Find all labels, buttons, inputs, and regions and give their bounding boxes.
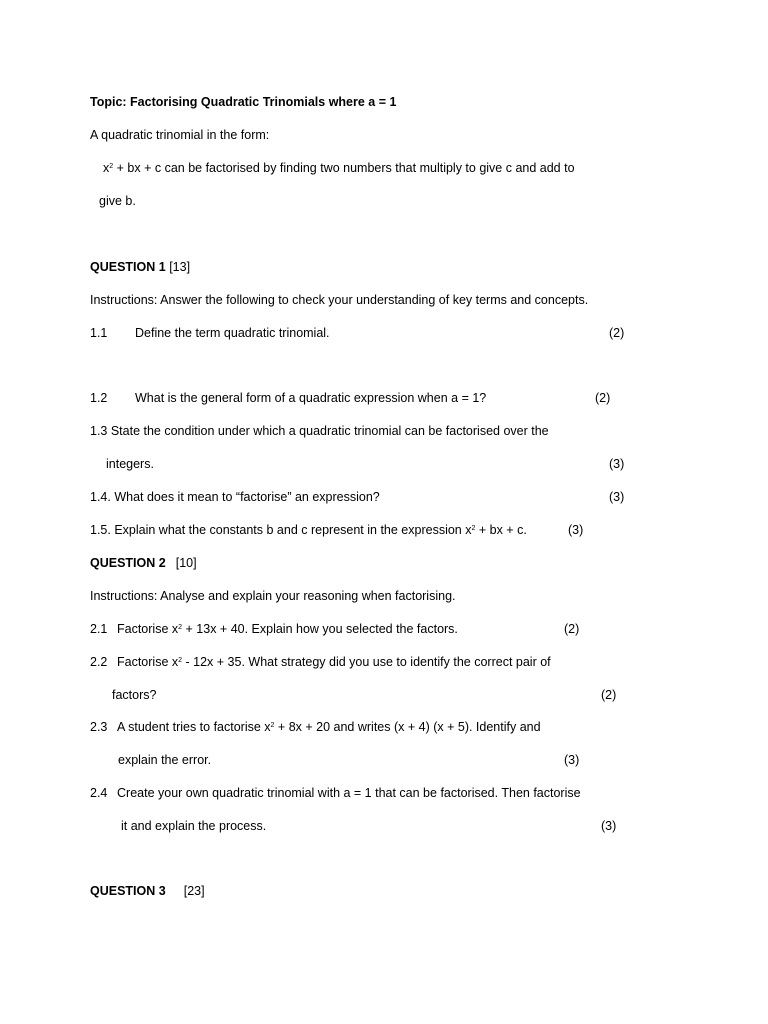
item-1-1-number: 1.1: [90, 326, 108, 340]
intro-x: x: [103, 161, 110, 175]
item-1-2-marks: (2): [595, 391, 611, 405]
item-2-4-continuation: it and explain the process.: [121, 819, 267, 833]
intro-exponent: 2: [109, 163, 114, 170]
item-1-5-text: [90, 522, 527, 538]
item-2-3-number: 2.3: [90, 720, 108, 734]
item-1-3-text: 1.3 State the condition under which a quadratic trinomial can be factorised over the: [90, 424, 549, 438]
question-1-total: [13]: [169, 260, 191, 274]
item-1-2-text: What is the general form of a quadratic expression when a = 1?: [135, 391, 487, 405]
question-2-heading: [90, 555, 197, 571]
item-1-2-number: 1.2: [90, 391, 108, 405]
item-2-2-continuation: factors?: [112, 688, 157, 702]
item-2-2-marks: (2): [601, 688, 617, 702]
item-2-3-text: [117, 719, 541, 735]
question-3-title: QUESTION 3: [90, 884, 166, 898]
item-2-2-exponent: 2: [178, 657, 183, 664]
item-2-3-post: + 8x + 20 and writes (x + 4) (x + 5). Identify and: [274, 720, 541, 734]
question-2-total: [10]: [175, 556, 197, 570]
item-1-3-marks: (3): [609, 457, 625, 471]
question-1-instructions: Instructions: Answer the following to check your understanding of key terms and concepts.: [90, 293, 589, 307]
item-2-4-text: Create your own quadratic trinomial with a = 1 that can be factorised. Then factorise: [117, 786, 581, 800]
item-1-1-text: Define the term quadratic trinomial.: [135, 326, 330, 340]
question-3-heading: [90, 883, 205, 899]
item-1-3-continuation: integers.: [106, 457, 154, 471]
intro-line-continuation: give b.: [99, 194, 136, 208]
item-2-1-post: + 13x + 40. Explain how you selected the factors.: [182, 622, 458, 636]
item-2-1-marks: (2): [564, 622, 580, 636]
item-2-2-pre: Factorise x: [117, 655, 179, 669]
question-1-title: QUESTION 1: [90, 260, 166, 274]
item-2-4-number: 2.4: [90, 786, 108, 800]
item-1-1-marks: (2): [609, 326, 625, 340]
item-2-1-pre: Factorise x: [117, 622, 179, 636]
item-2-4-marks: (3): [601, 819, 617, 833]
item-2-2-number: 2.2: [90, 655, 108, 669]
topic-heading: Topic: Factorising Quadratic Trinomials where a = 1: [90, 95, 397, 109]
question-3-total: [23]: [183, 884, 205, 898]
item-2-2-text: [117, 654, 551, 670]
intro-expression: [103, 160, 575, 176]
item-2-1-number: 2.1: [90, 622, 108, 636]
item-2-3-exponent: 2: [270, 722, 275, 729]
question-1-heading: [90, 259, 190, 275]
item-2-3-continuation: explain the error.: [118, 753, 212, 767]
item-1-4-text: 1.4. What does it mean to “factorise” an expression?: [90, 490, 380, 504]
item-1-5-marks: (3): [568, 523, 584, 537]
item-2-3-pre: A student tries to factorise x: [117, 720, 271, 734]
item-2-2-post: - 12x + 35. What strategy did you use to identify the correct pair of: [182, 655, 551, 669]
item-1-4-marks: (3): [609, 490, 625, 504]
intro-expression-rest: + bx + c can be factorised by finding two numbers that multiply to give c and add to: [113, 161, 575, 175]
item-1-5-pre: 1.5. Explain what the constants b and c represent in the expression x: [90, 523, 472, 537]
item-2-1-exponent: 2: [178, 624, 183, 631]
question-2-title: QUESTION 2: [90, 556, 166, 570]
question-2-instructions: Instructions: Analyse and explain your reasoning when factorising.: [90, 589, 456, 603]
item-2-1-text: [117, 621, 458, 637]
item-2-3-marks: (3): [564, 753, 580, 767]
intro-line: A quadratic trinomial in the form:: [90, 128, 270, 142]
item-1-5-post: + bx + c.: [475, 523, 527, 537]
item-1-5-exponent: 2: [471, 525, 476, 532]
